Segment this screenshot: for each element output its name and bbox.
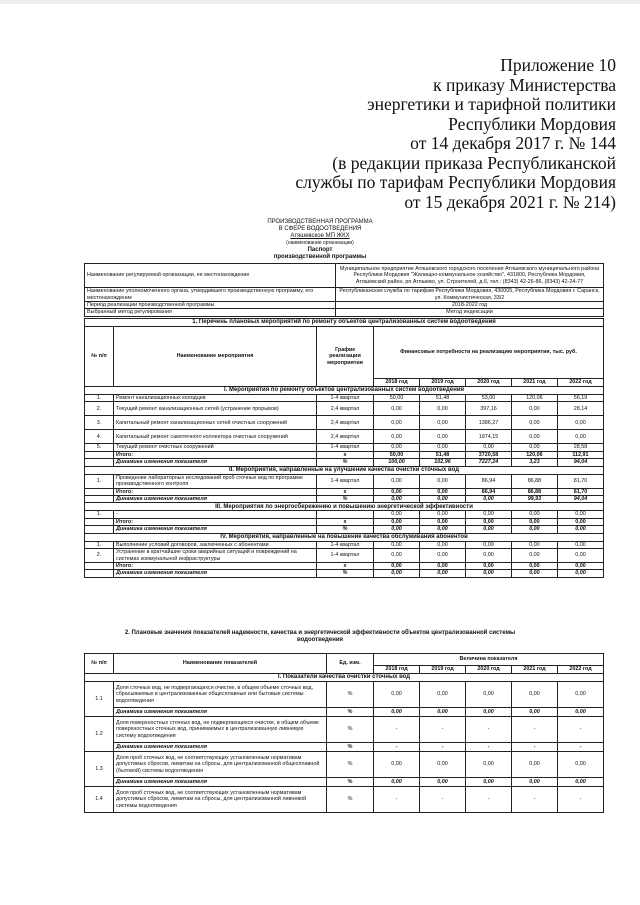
- indicator-value: 0,00: [420, 682, 466, 708]
- indicator-value: -: [512, 717, 558, 743]
- indicator-value: -: [558, 717, 604, 743]
- table-header-row: [85, 327, 604, 379]
- table-row: [85, 309, 604, 316]
- table-row: [85, 496, 604, 503]
- finance-value: 0,00: [374, 474, 420, 488]
- table-row: [85, 430, 604, 444]
- finance-value: 0,00: [557, 563, 603, 570]
- year-header: 2021 год: [511, 379, 557, 387]
- table-row: [85, 752, 604, 778]
- finance-value: 120,06: [511, 451, 557, 458]
- table-row: [85, 518, 604, 525]
- measure-name: Динамика изменения показателя: [114, 526, 317, 533]
- program-title-line1: ПРОИЗВОДСТВЕННАЯ ПРОГРАММА: [267, 219, 373, 225]
- finance-value: 0,00: [465, 541, 511, 548]
- section-row: [85, 466, 604, 474]
- table-row: [85, 787, 604, 813]
- finance-value: 0,00: [374, 526, 420, 533]
- finance-value: 0,00: [511, 563, 557, 570]
- section-title: II. Мероприятия, направленные на улучшение качества очистки сточных вод: [85, 466, 604, 474]
- table2-caption-line2: водоотведения: [296, 637, 344, 643]
- row-number: 1.: [85, 541, 114, 548]
- header-line: службы по тарифам Республики Мордовия: [295, 172, 616, 192]
- finance-value: 0,00: [465, 526, 511, 533]
- row-number: [85, 488, 114, 495]
- scan-top-edge: [0, 0, 640, 4]
- finance-value: 0,00: [557, 549, 603, 563]
- measure-schedule: 2,4 квартал: [317, 430, 374, 444]
- indicator-value: 0,00: [512, 682, 558, 708]
- column-header-finance: Финансовые потребности на реализацию мероприятия, тыс. руб.: [374, 327, 604, 379]
- column-header-num: № п/п: [85, 654, 114, 674]
- year-header: 2019 год: [419, 379, 465, 387]
- finance-value: 0,00: [374, 518, 420, 525]
- finance-value: 86,94: [465, 474, 511, 488]
- dynamics-unit: %: [327, 778, 374, 787]
- finance-value: 0,00: [374, 511, 420, 518]
- finance-value: 0,00: [557, 518, 603, 525]
- finance-value: 86,94: [465, 488, 511, 495]
- table-row: [85, 474, 604, 488]
- dynamics-value: 0,00: [374, 778, 420, 787]
- measure-name: Текущий ремонт очистных сооружений: [114, 444, 317, 451]
- indicator-value: 0,00: [558, 752, 604, 778]
- indicator-value: 0,00: [420, 752, 466, 778]
- table-row: [85, 526, 604, 533]
- column-header-num: № п/п: [85, 327, 114, 387]
- table2-caption: [0, 630, 640, 644]
- finance-value: 0,00: [557, 430, 603, 444]
- measure-schedule: %: [317, 459, 374, 466]
- table-row: [85, 264, 604, 288]
- dynamics-value: 0,00: [512, 778, 558, 787]
- row-number: 3.: [85, 416, 114, 430]
- finance-value: 0,00: [465, 444, 511, 451]
- measure-name: Проведение лабораторных исследований проб сточных вод по программе производственного контроля: [114, 474, 317, 488]
- finance-value: 0,00: [419, 549, 465, 563]
- measure-name: Итого:: [114, 518, 317, 525]
- column-header-unit: Ед. изм.: [327, 654, 374, 674]
- finance-value: 86,88: [511, 474, 557, 488]
- year-header: 2018 год: [374, 379, 420, 387]
- finance-value: 0,00: [419, 488, 465, 495]
- finance-value: 0,00: [374, 402, 420, 416]
- table-row: [85, 563, 604, 570]
- measure-name: -: [114, 511, 317, 518]
- finance-value: 28,58: [557, 444, 603, 451]
- indicator-value: -: [466, 787, 512, 813]
- measure-name: Ремонт канализационных колодцев: [114, 395, 317, 402]
- finance-value: 0,00: [557, 526, 603, 533]
- table-caption: 1. Перечень плановых мероприятий по ремонту объектов централизованных систем водоотведения: [85, 319, 604, 327]
- passport-label: Выбранный метод регулирования: [85, 309, 336, 316]
- finance-value: 0,00: [465, 570, 511, 577]
- header-line: от 15 декабря 2021 г. № 214): [404, 191, 616, 212]
- finance-value: 102,96: [419, 459, 465, 466]
- table-row: [85, 488, 604, 495]
- measure-name: Итого:: [114, 563, 317, 570]
- section-row: [85, 674, 604, 682]
- column-header-name: Наименование мероприятия: [114, 327, 317, 387]
- dynamics-value: 0,00: [466, 708, 512, 717]
- row-number: 1.4: [85, 787, 114, 813]
- measure-name: Капитальный ремонт канализационных сетей очистных сооружений: [114, 416, 317, 430]
- column-header-value: Величина показателя: [374, 654, 604, 666]
- dynamics-row: [85, 778, 604, 787]
- indicator-unit: %: [327, 682, 374, 708]
- row-number: 1.: [85, 474, 114, 488]
- row-number: [85, 526, 114, 533]
- table-row: [85, 511, 604, 518]
- table-caption-row: [85, 319, 604, 327]
- row-number: 1.2: [85, 717, 114, 752]
- table-row: [85, 549, 604, 563]
- table-row: [85, 459, 604, 466]
- measure-schedule: [317, 511, 374, 518]
- dynamics-value: -: [420, 743, 466, 752]
- finance-value: 94,04: [557, 459, 603, 466]
- header-line: энергетики и тарифной политики: [367, 94, 616, 114]
- finance-value: 0,00: [419, 541, 465, 548]
- passport-value: Метод индексации: [336, 309, 604, 316]
- passport-label: Наименование регулируемой организации, ее местонахождение: [85, 264, 336, 288]
- table2-caption-line1: 2. Плановые значения показателей надежности, качества и энергетической эффективности объектов централизованной системы: [124, 630, 516, 636]
- passport-title: Паспорт: [307, 247, 333, 253]
- finance-value: 0,00: [511, 511, 557, 518]
- table-row: [85, 302, 604, 309]
- column-header-name: Наименование показателей: [114, 654, 327, 674]
- finance-value: 0,00: [557, 541, 603, 548]
- finance-value: 0,00: [419, 444, 465, 451]
- row-number: 1.1: [85, 682, 114, 717]
- year-header: 2020 год: [466, 666, 512, 674]
- appendix-header: [295, 56, 616, 212]
- measure-schedule: 1-4 квартал: [317, 474, 374, 488]
- finance-value: 0,00: [419, 402, 465, 416]
- dynamics-value: -: [512, 743, 558, 752]
- passport-value: Муниципальное предприятие Атяшевского городского поселения Атяшевского муниципального района Республики Мордовия "Жилищно-коммунальное хозяйство", 431800, Республика Мордовия, Атяшевский район, рп.Атяшево, ул. Строителей, д.6, тел.: (8343) 42-26-86, (8343) 42-24-77: [336, 264, 604, 288]
- finance-value: 0,00: [374, 496, 420, 503]
- passport-subtitle: производственной программы: [273, 254, 367, 260]
- dynamics-row: [85, 743, 604, 752]
- row-number: 4.: [85, 430, 114, 444]
- finance-value: 0,00: [374, 563, 420, 570]
- column-header-schedule: График реализации мероприятия: [317, 327, 374, 387]
- indicator-value: -: [558, 787, 604, 813]
- header-line: (в редакции приказа Республиканской: [332, 152, 616, 173]
- row-number: 2.: [85, 549, 114, 563]
- table-body: [85, 387, 604, 578]
- header-line: к приказу Министерства: [433, 74, 616, 95]
- finance-value: 0,00: [374, 430, 420, 444]
- indicator-value: 0,00: [374, 682, 420, 708]
- table-row: [85, 717, 604, 743]
- row-number: [85, 570, 114, 577]
- year-header: 2021 год: [512, 666, 558, 674]
- finance-value: 0,00: [511, 416, 557, 430]
- table-row: [85, 682, 604, 708]
- dynamics-value: -: [374, 743, 420, 752]
- finance-value: 0,00: [419, 474, 465, 488]
- dynamics-value: 0,00: [374, 708, 420, 717]
- row-number: [85, 563, 114, 570]
- measure-name: Выполнение условий договоров, заключенных с абонентами: [114, 541, 317, 548]
- year-header: 2019 год: [420, 666, 466, 674]
- header-line: Приложение 10: [500, 55, 616, 75]
- finance-value: 0,00: [511, 549, 557, 563]
- section-row: [85, 533, 604, 541]
- passport-table: [84, 263, 604, 317]
- measure-schedule: 2,4 квартал: [317, 402, 374, 416]
- dynamics-label: Динамика изменения показателя: [114, 708, 327, 717]
- section-title: I. Мероприятия по ремонту объектов централизованных систем водоотведения: [85, 387, 604, 395]
- section-row: [85, 387, 604, 395]
- passport-value: 2018-2022 год: [336, 302, 604, 309]
- dynamics-value: 0,00: [420, 778, 466, 787]
- finance-value: 0,00: [419, 430, 465, 444]
- finance-value: 0,00: [511, 541, 557, 548]
- measure-schedule: 1-4 квартал: [317, 444, 374, 451]
- row-number: 1.: [85, 395, 114, 402]
- table-header-row: [85, 654, 604, 666]
- measure-name: Итого:: [114, 451, 317, 458]
- measure-name: Динамика изменения показателя: [114, 570, 317, 577]
- program-title-line2: В СФЕРЕ ВОДООТВЕДЕНИЯ: [278, 226, 362, 232]
- row-number: [85, 518, 114, 525]
- indicator-value: -: [374, 717, 420, 743]
- table-row: [85, 570, 604, 577]
- row-number: 5.: [85, 444, 114, 451]
- header-line: Республики Мордовия: [448, 113, 616, 134]
- indicator-unit: %: [327, 717, 374, 743]
- measure-name: Итого:: [114, 488, 317, 495]
- passport-label: Период реализации производственной программы: [85, 302, 336, 309]
- measure-schedule: %: [317, 570, 374, 577]
- dynamics-label: Динамика изменения показателя: [114, 743, 327, 752]
- section-title: III. Мероприятия по энергосбережению и повышению энергетической эффективности: [85, 503, 604, 511]
- measure-name: Динамика изменения показателя: [114, 459, 317, 466]
- finance-value: 0,00: [419, 511, 465, 518]
- finance-value: 0,00: [465, 563, 511, 570]
- finance-value: 0,00: [511, 402, 557, 416]
- finance-value: 94,04: [557, 496, 603, 503]
- dynamics-value: -: [466, 743, 512, 752]
- indicator-name: Доля поверхностных сточных вод, не подвергающихся очистке, в общем объеме поверхностных сточных вод, принимаемых в централизованную ливневую систему водоотведения: [114, 717, 327, 743]
- dynamics-value: -: [558, 743, 604, 752]
- finance-value: 0,00: [465, 518, 511, 525]
- finance-value: 86,88: [511, 488, 557, 495]
- row-number: 2.: [85, 402, 114, 416]
- measure-schedule: x: [317, 451, 374, 458]
- organization-note: (наименование организации): [286, 240, 354, 246]
- finance-value: 99,93: [511, 496, 557, 503]
- indicator-unit: %: [327, 752, 374, 778]
- finance-value: 1386,27: [465, 416, 511, 430]
- finance-value: 397,16: [465, 402, 511, 416]
- indicator-value: 0,00: [466, 752, 512, 778]
- section-title: IV. Мероприятия, направленные на повышение качества обслуживания абонентов: [85, 533, 604, 541]
- measure-schedule: %: [317, 526, 374, 533]
- table-row: [85, 541, 604, 548]
- indicator-value: 0,00: [374, 752, 420, 778]
- finance-value: 50,00: [374, 395, 420, 402]
- table-row: [85, 402, 604, 416]
- row-number: 1.: [85, 511, 114, 518]
- finance-value: 112,91: [557, 451, 603, 458]
- finance-value: 81,70: [557, 474, 603, 488]
- finance-value: 56,19: [557, 395, 603, 402]
- dynamics-value: 0,00: [558, 778, 604, 787]
- indicator-value: -: [420, 787, 466, 813]
- indicator-value: 0,00: [558, 682, 604, 708]
- finance-value: 7227,24: [465, 459, 511, 466]
- indicator-value: -: [512, 787, 558, 813]
- finance-value: 50,00: [374, 451, 420, 458]
- section-row: [85, 503, 604, 511]
- indicator-value: -: [420, 717, 466, 743]
- finance-value: 0,00: [419, 496, 465, 503]
- measure-name: Устранение в кратчайшие сроки аварийных ситуаций и повреждений на системах коммунальной инфраструктуры: [114, 549, 317, 563]
- row-number: 1.3: [85, 752, 114, 787]
- passport-label: Наименование уполномоченного органа, утвердившего производственную программу, его местонахождение: [85, 288, 336, 302]
- finance-value: 0,00: [557, 511, 603, 518]
- section-title: I. Показатели качества очистки сточных вод: [85, 674, 604, 682]
- table-row: [85, 416, 604, 430]
- row-number: [85, 459, 114, 466]
- indicator-value: 0,00: [466, 682, 512, 708]
- finance-value: 3720,58: [465, 451, 511, 458]
- finance-value: 0,00: [419, 518, 465, 525]
- organization-name: Атяшевское МП ЖКХ: [290, 233, 350, 239]
- finance-value: 0,00: [465, 496, 511, 503]
- finance-value: 120,06: [511, 395, 557, 402]
- measure-schedule: 1-4 квартал: [317, 395, 374, 402]
- row-number: [85, 451, 114, 458]
- indicator-unit: %: [327, 787, 374, 813]
- dynamics-unit: %: [327, 743, 374, 752]
- finance-value: 0,00: [511, 518, 557, 525]
- finance-value: 0,00: [511, 444, 557, 451]
- indicator-name: Доля проб сточных вод, не соответствующих установленным нормативам допустимых сбросов, лимитам на сбросы, для централизованной общесплавной (бытовой) системы водоотведения: [114, 752, 327, 778]
- measure-schedule: 1-4 квартал: [317, 549, 374, 563]
- indicator-value: -: [374, 787, 420, 813]
- finance-value: 0,00: [557, 416, 603, 430]
- finance-value: 0,00: [511, 570, 557, 577]
- repair-measures-table: [84, 318, 604, 578]
- dynamics-value: 0,00: [466, 778, 512, 787]
- table-row: [85, 444, 604, 451]
- finance-value: 0,00: [419, 416, 465, 430]
- measure-name: Капитальный ремонт самотечного коллектора очистных сооружений: [114, 430, 317, 444]
- dynamics-unit: %: [327, 708, 374, 717]
- passport-value: Республиканская служба по тарифам Республики Мордовия, 430005, Республика Мордовия г. Саранск, ул. Коммунистическая, 33/2: [336, 288, 604, 302]
- finance-value: 0,00: [419, 570, 465, 577]
- dynamics-value: 0,00: [558, 708, 604, 717]
- indicator-value: 0,00: [512, 752, 558, 778]
- dynamics-value: 0,00: [512, 708, 558, 717]
- finance-value: 51,48: [419, 395, 465, 402]
- finance-value: 0,00: [465, 511, 511, 518]
- program-title: [0, 219, 640, 261]
- finance-value: 53,00: [465, 395, 511, 402]
- finance-value: 0,00: [557, 570, 603, 577]
- finance-value: 0,00: [419, 563, 465, 570]
- finance-value: 0,00: [511, 430, 557, 444]
- dynamics-value: 0,00: [420, 708, 466, 717]
- finance-value: 0,00: [374, 549, 420, 563]
- finance-value: 0,00: [374, 570, 420, 577]
- finance-value: 0,00: [374, 416, 420, 430]
- finance-value: 0,00: [374, 444, 420, 451]
- dynamics-label: Динамика изменения показателя: [114, 778, 327, 787]
- year-header: 2018 год: [374, 666, 420, 674]
- finance-value: 100,00: [374, 459, 420, 466]
- finance-value: 28,14: [557, 402, 603, 416]
- measure-schedule: 1-4 квартал: [317, 541, 374, 548]
- finance-value: 3,23: [511, 459, 557, 466]
- indicators-table: [84, 653, 604, 813]
- finance-value: 0,00: [419, 526, 465, 533]
- indicator-name: Доля сточных вод, не подвергающихся очистке, в общем объеме сточных вод, сбрасываемых в централизованные общесплавные или бытовые системы водоотведения: [114, 682, 327, 708]
- measure-schedule: %: [317, 496, 374, 503]
- table-body: [85, 682, 604, 813]
- finance-value: 1974,15: [465, 430, 511, 444]
- finance-value: 0,00: [465, 549, 511, 563]
- dynamics-row: [85, 708, 604, 717]
- indicator-value: -: [466, 717, 512, 743]
- table-row: [85, 451, 604, 458]
- measure-name: Динамика изменения показателя: [114, 496, 317, 503]
- table-row: [85, 395, 604, 402]
- finance-value: 0,00: [511, 526, 557, 533]
- finance-value: 51,48: [419, 451, 465, 458]
- finance-value: 0,00: [374, 488, 420, 495]
- measure-schedule: x: [317, 518, 374, 525]
- year-header: 2020 год: [465, 379, 511, 387]
- finance-value: 0,00: [374, 541, 420, 548]
- finance-value: 81,70: [557, 488, 603, 495]
- measure-name: Текущий ремонт канализационных сетей (устранение прорывов): [114, 402, 317, 416]
- measure-schedule: x: [317, 488, 374, 495]
- header-line: от 14 декабря 2017 г. № 144: [410, 133, 616, 153]
- indicator-name: Доля проб сточных вод, не соответствующих установленным нормативам допустимых сбросов, лимитам на сбросы, для централизованной ливневой системы водоотведения: [114, 787, 327, 813]
- row-number: [85, 496, 114, 503]
- table-row: [85, 288, 604, 302]
- year-header: 2022 год: [557, 379, 603, 387]
- measure-schedule: 2,4 квартал: [317, 416, 374, 430]
- year-header: 2022 год: [558, 666, 604, 674]
- measure-schedule: x: [317, 563, 374, 570]
